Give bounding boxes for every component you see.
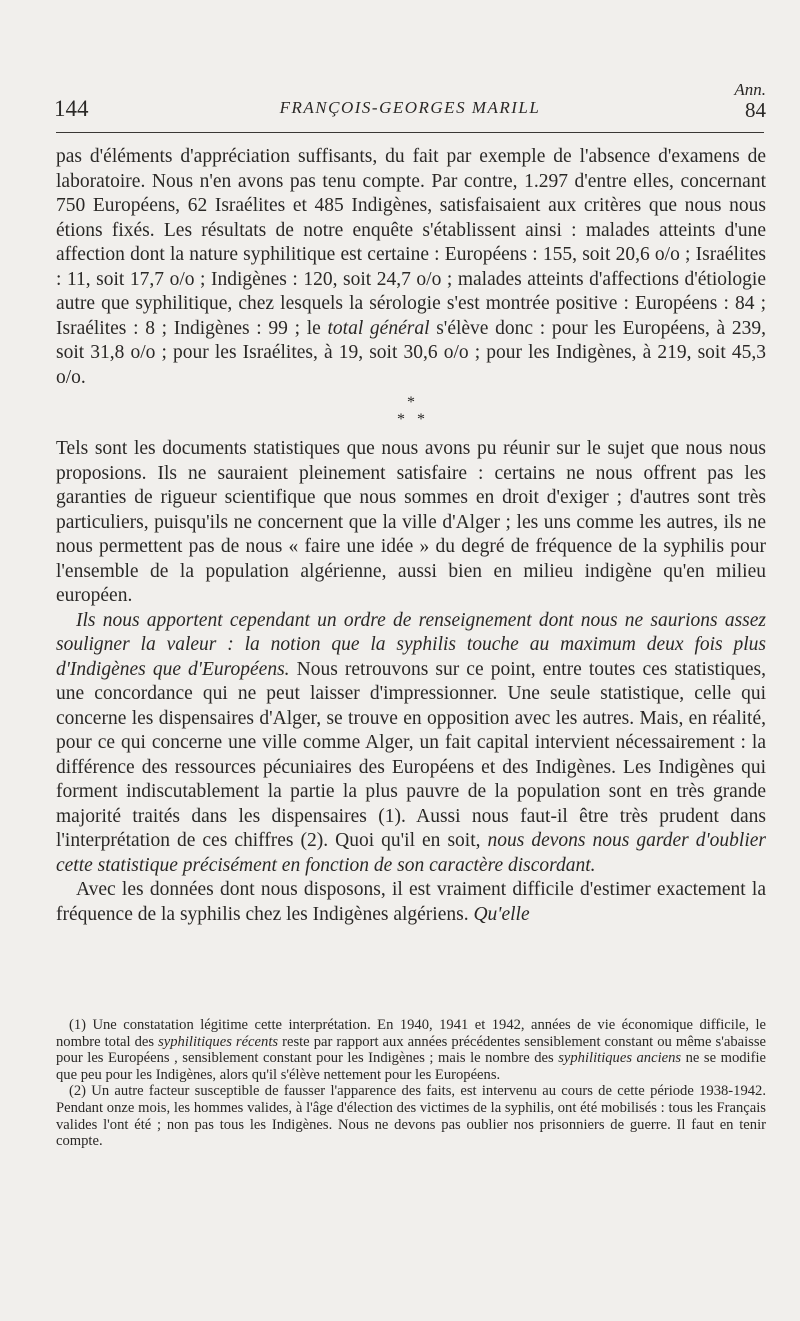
handwritten-annotation: Ann. bbox=[734, 80, 766, 99]
page-header bbox=[54, 80, 766, 136]
running-title: FRANÇOIS-GEORGES MARILL bbox=[279, 98, 541, 117]
footnote-1: (1) Une constatation légitime cette interprétation. En 1940, 1941 et 1942, années de vie économique difficile, le nombre total des syphilitiques récents reste par rapport aux années précédentes sensiblement constant ou même s'abaisse pour les Européens , sensiblement constant pour les Indigènes ; mais le nombre des syphilitiques anciens ne se modifie que peu pour les Indigènes, alors qu'il s'élève nettement pour les Européens. bbox=[56, 1017, 766, 1083]
paragraph-4: Avec les données dont nous disposons, il est vraiment difficile d'estimer exactement la fréquence de la syphilis chez les Indigènes algériens. Qu'elle bbox=[56, 879, 766, 925]
paragraph-3: Ils nous apportent cependant un ordre de renseignement dont nous ne saurions assez souligner la valeur : la notion que la syphilis touche au maximum deux fois plus d'Indigènes que d'Européens. Nous retrouvons sur ce point, entre toutes ces statistiques, une concordance qui ne peut laisser d'impressionner. Une seule statistique, celle qui concerne les dispensaires d'Alger, se trouve en opposition avec les autres. Mais, en réalité, pour ce qui concerne une ville comme Alger, un fait capital intervient nécessairement : la différence des ressources pécuniaires des Européens et des Indigènes. Les Indigènes qui forment indiscutablement la partie la plus pauvre de la population sont en très grande majorité traités dans les dispensaires (1). Aussi nous faut-il être très prudent dans l'interprétation de ces chiffres (2). Quoi qu'il en soit, nous devons nous garder d'oublier cette statistique précisément en fonction de son caractère discordant. bbox=[56, 609, 767, 876]
footnote-2: (2) Un autre facteur susceptible de fausser l'apparence des faits, est intervenu au cours de cette période 1938-1942. Pendant onze mois, les hommes valides, à l'âge d'élection des victimes de la syphilis, ont été mobilisés : tous les Français valides l'ont été ; non pas tous les Indigènes. Nous ne devons pas oublier nos prisonniers de guerre. Il faut en tenir compte. bbox=[56, 1083, 766, 1150]
page-number: 144 bbox=[54, 96, 89, 121]
body-text bbox=[56, 145, 766, 927]
footnotes bbox=[56, 1017, 766, 1150]
header-rule bbox=[56, 132, 764, 133]
asterism: * * * bbox=[397, 394, 425, 428]
paragraph-1: pas d'éléments d'appréciation suffisants, du fait par exemple de l'absence d'examens de laboratoire. Nous n'en avons pas tenu compte. Par contre, 1.297 d'entre elles, concernant 750 Européens, 62 Israélites et 485 Indigènes, satisfaisaient aux critères que nous nous étions fixés. Les résultats de notre enquête s'établissent ainsi : malades atteints d'une affection dont la nature syphilitique est certaine : Européens : 155, soit 20,6 o/o ; Israélites : 11, soit 17,7 o/o ; Indigènes : 120, soit 24,7 o/o ; malades atteints d'affections d'étiologie autre que syphilitique, chez lesquels la sérologie s'est montrée positive : Européens : 84 ; Israélites : 8 ; Indigènes : 99 ; le total général s'élève donc : pour les Européens, à 239, soit 31,8 o/o ; pour les Israélites, à 19, soit 30,6 o/o ; pour les Indigènes, à 219, soit 45,3 o/o. bbox=[56, 146, 767, 388]
paragraph-2: Tels sont les documents statistiques que nous avons pu réunir sur le sujet que nous nous proposions. Ils ne sauraient pleinement satisfaire : certains ne nous offrent pas les garanties de rigueur scientifique que nous sommes en droit d'exiger ; d'autres sont très particuliers, puisqu'ils ne concernent que la ville d'Alger ; les uns comme les autres, ils ne nous permettent pas de nous « faire une idée » du degré de fréquence de la syphilis pour l'ensemble de la population algérienne, aussi bien en milieu indigène qu'en milieu européen. bbox=[56, 438, 766, 606]
volume-number: 84 bbox=[745, 98, 766, 122]
